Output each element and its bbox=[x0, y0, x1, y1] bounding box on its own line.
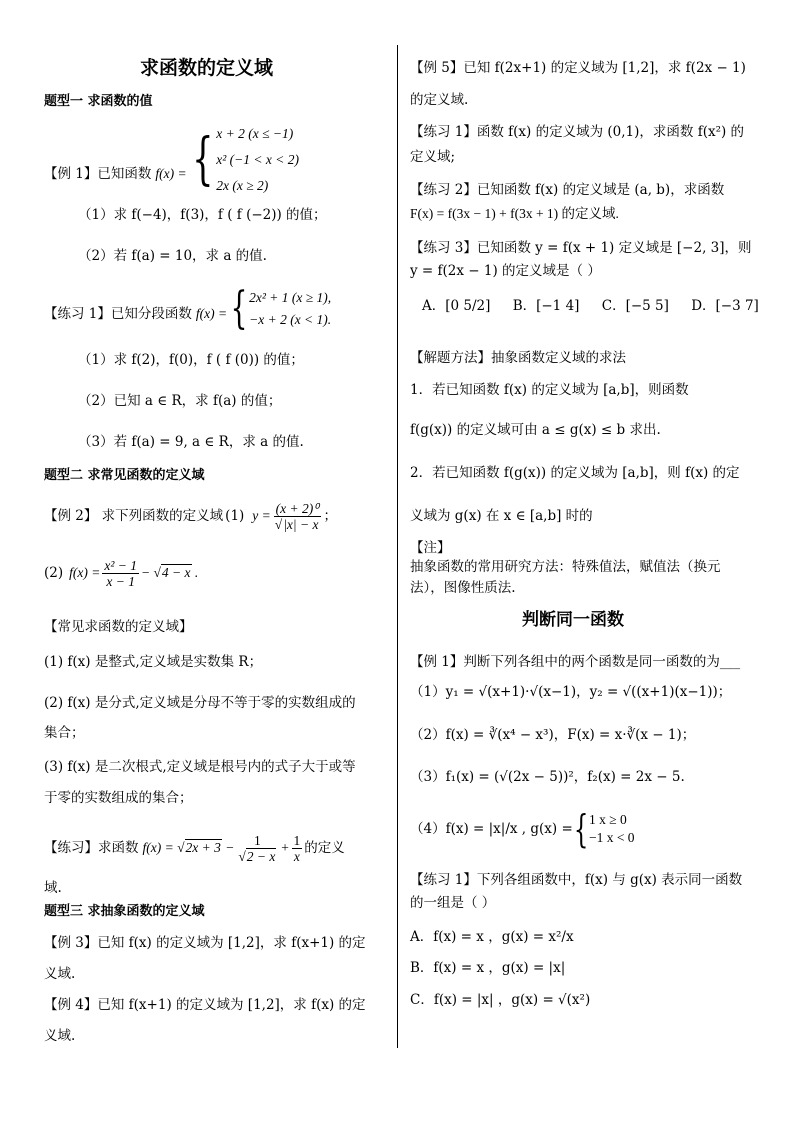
case-3: 2x (x ≥ 2) bbox=[216, 178, 269, 193]
example-1-cases bbox=[216, 121, 299, 199]
case-1: x + 2 (x ≤ −1) bbox=[216, 126, 294, 141]
choice-a[interactable]: A．[0 5/2] bbox=[422, 298, 491, 314]
judge-practice-1a: 【练习 1】下列各组函数中，f(x) 与 g(x) 表示同一函数 bbox=[410, 872, 743, 888]
rule-2b: 集合； bbox=[44, 725, 85, 741]
example-2-label: 【例 2】 求下列函数的定义域 bbox=[44, 508, 224, 524]
page-title: 求函数的定义域 bbox=[140, 57, 274, 79]
method-1a: 1．若已知函数 f(x) 的定义域为 [a,b]，则函数 bbox=[410, 382, 689, 398]
judge-example-1: 【例 1】判断下列各组中的两个函数是同一函数的为___ bbox=[410, 654, 741, 670]
example-1-fx: f(x) = bbox=[155, 166, 187, 181]
rule-3a: (3) f(x) 是二次根式,定义域是根号内的式子大于或等 bbox=[44, 759, 356, 775]
brace-icon: { bbox=[230, 283, 248, 334]
denominator: x − 1 bbox=[106, 573, 135, 589]
note-head: 【注】 bbox=[410, 540, 451, 556]
practice-domain-end: 域. bbox=[44, 880, 62, 896]
judge-item-3: （3）f₁(x) = (√(2x − 5))²，f₂(x) = 2x − 5. bbox=[410, 769, 685, 785]
rule-2a: (2) f(x) 是分式,定义域是分母不等于零的实数组成的 bbox=[44, 695, 356, 711]
case-2: −x + 2 (x < 1). bbox=[249, 312, 332, 327]
practice-domain: 【练习】求函数 f(x) = √2x + 3 − $\frac{1}{√2 - x}$ + $\frac{1}{x}$ 的定义 bbox=[44, 832, 345, 864]
choice-b[interactable]: B．[−1 4] bbox=[512, 298, 580, 314]
practice-domain-tail: 的定义 bbox=[304, 840, 345, 856]
practice-1 bbox=[44, 282, 331, 336]
practice-1-fx: f(x) = bbox=[195, 306, 228, 321]
choice-c[interactable]: C．[−5 5] bbox=[601, 298, 669, 314]
method-head: 【解题方法】抽象函数定义域的求法 bbox=[410, 350, 626, 366]
judge-item-2: （2）f(x) = ∛(x⁴ − x³)，F(x) = x·∛(x − 1)； bbox=[410, 727, 696, 743]
section-type-3: 题型三 求抽象函数的定义域 bbox=[44, 904, 205, 919]
example-1-q2: （2）若 f(a) = 10，求 a 的值. bbox=[78, 248, 267, 264]
example-2-part-1: (1) bbox=[225, 508, 245, 524]
method-2a: 2．若已知函数 f(g(x)) 的定义域为 [a,b]，则 f(x) 的定 bbox=[410, 465, 740, 481]
example-2: 【例 2】 求下列函数的定义域 (1) y = $\frac{\text{(x + 2)⁰}}{√|x| - x}$ ； bbox=[44, 500, 337, 532]
practice-1-label: 【练习 1】已知分段函数 bbox=[44, 306, 192, 322]
example-4a: 【例 4】已知 f(x+1) 的定义域为 [1,2]，求 f(x) 的定 bbox=[44, 997, 366, 1013]
case-2: −1 x < 0 bbox=[588, 830, 635, 845]
practice-domain-fraction-1: $\frac{1}{√2 - x}$ bbox=[238, 832, 276, 864]
practice-1-q2: （2）已知 a ∈ R，求 f(a) 的值； bbox=[78, 393, 282, 409]
example-2-fraction-1 bbox=[273, 501, 322, 532]
practice-1-q1: （1）求 f(2)，f(0)，f ( f (0)) 的值； bbox=[78, 352, 304, 368]
example-5b: 的定义域. bbox=[410, 92, 469, 108]
practice-r3-choices bbox=[422, 296, 777, 316]
judge-item-4-cases bbox=[589, 811, 635, 847]
example-5a: 【例 5】已知 f(2x+1) 的定义域为 [1,2]，求 f(2x − 1) bbox=[410, 60, 746, 76]
numerator: (x + 2)⁰ bbox=[275, 500, 319, 516]
example-1 bbox=[44, 122, 299, 198]
example-4b: 义域. bbox=[44, 1028, 76, 1044]
example-3b: 义域. bbox=[44, 966, 76, 982]
section-type-2: 题型二 求常见函数的定义域 bbox=[44, 468, 205, 483]
judge-choice-b[interactable]: B．f(x) = x ，g(x) = |x| bbox=[410, 960, 566, 976]
rule-3b: 于零的实数组成的集合； bbox=[44, 790, 193, 806]
numerator: x² − 1 bbox=[104, 557, 137, 573]
note-b: 法），图像性质法. bbox=[410, 580, 516, 596]
section-title-2: 判断同一函数 bbox=[522, 610, 624, 630]
practice-r2b: F(x) = f(3x − 1) + f(3x + 1) 的定义域. bbox=[410, 206, 619, 221]
practice-r3b: y = f(2x − 1) 的定义域是（ ） bbox=[410, 263, 601, 279]
judge-choice-c[interactable]: C．f(x) = |x| ，g(x) = √(x²) bbox=[410, 992, 591, 1008]
case-2: x² (−1 < x < 2) bbox=[216, 152, 299, 167]
rule-1: (1) f(x) 是整式,定义域是实数集 R； bbox=[44, 654, 263, 670]
choice-d[interactable]: D．[−3 7] bbox=[691, 298, 759, 314]
practice-1-cases bbox=[249, 287, 331, 331]
section-type-1: 题型一 求函数的值 bbox=[44, 94, 153, 109]
column-divider bbox=[397, 45, 398, 1048]
practice-domain-fraction-2: $\frac{1}{x}$ bbox=[293, 832, 301, 864]
denominator: √|x| − x bbox=[274, 516, 319, 532]
example-1-q1: （1）求 f(−4)，f(3)，f ( f (−2)) 的值； bbox=[78, 207, 327, 223]
case-1: 1 x ≥ 0 bbox=[588, 812, 627, 827]
brace-icon: { bbox=[191, 127, 214, 192]
judge-item-4-label: （4）f(x) = |x|/x , g(x) = bbox=[410, 821, 573, 837]
example-2-part-2: (2) bbox=[44, 565, 64, 581]
case-1: 2x² + 1 (x ≥ 1), bbox=[249, 290, 332, 305]
method-1b: f(g(x)) 的定义域可由 a ≤ g(x) ≤ b 求出. bbox=[410, 422, 661, 438]
radicand: |x| − x bbox=[283, 516, 319, 532]
example-3a: 【例 3】已知 f(x) 的定义域为 [1,2]，求 f(x+1) 的定 bbox=[44, 935, 366, 951]
brace-icon: { bbox=[573, 807, 589, 851]
note-a: 抽象函数的常用研究方法：特殊值法，赋值法（换元 bbox=[410, 559, 721, 575]
example-2-part-2-line: (2) f(x) = $\frac{\text{x² − 1}}{x - 1}$ − √4 − x . bbox=[44, 557, 199, 589]
example-1-label: 【例 1】已知函数 bbox=[44, 166, 152, 182]
method-2b: 义域为 g(x) 在 x ∈ [a,b] 时的 bbox=[410, 508, 593, 524]
practice-r1b: 定义域; bbox=[410, 149, 456, 165]
practice-domain-label: 【练习】求函数 bbox=[44, 840, 139, 856]
practice-1-q3: （3）若 f(a) = 9, a ∈ R，求 a 的值. bbox=[78, 434, 304, 450]
judge-choice-a[interactable]: A．f(x) = x ，g(x) = x²/x bbox=[410, 929, 574, 945]
practice-r1a: 【练习 1】函数 f(x) 的定义域为 (0,1)，求函数 f(x²) 的 bbox=[410, 124, 745, 140]
judge-item-4 bbox=[410, 807, 635, 851]
practice-r2a: 【练习 2】已知函数 f(x) 的定义域是 (a, b)，求函数 bbox=[410, 182, 725, 198]
judge-practice-1b: 的一组是（ ） bbox=[410, 895, 496, 911]
common-domain-head: 【常见求函数的定义域】 bbox=[44, 619, 193, 635]
practice-r3a: 【练习 3】已知函数 y = f(x + 1) 定义域是 [−2, 3]，则 bbox=[410, 240, 752, 256]
example-2-fraction-2 bbox=[102, 558, 139, 589]
judge-item-1: （1）y₁ = √(x+1)·√(x−1)，y₂ = √((x+1)(x−1))； bbox=[410, 684, 732, 700]
